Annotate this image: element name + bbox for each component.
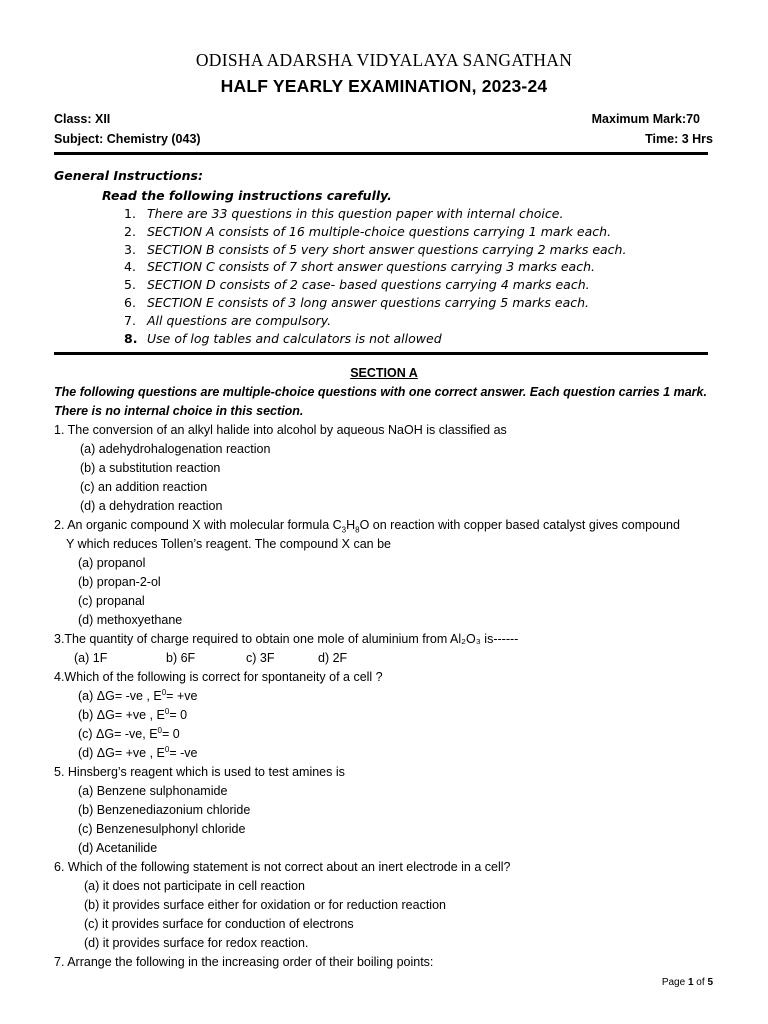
option: (d) Acetanilide xyxy=(78,841,158,855)
question-5: 5. Hinsberg’s reagent which is used to test amines is xyxy=(54,765,345,779)
option: (d) ΔG= +ve , $E^0= -ve$ xyxy=(78,744,198,760)
option: (a) adehydrohalogenation reaction xyxy=(80,442,271,456)
option: c) 3F xyxy=(246,651,275,665)
option: (a) it does not participate in cell reaction xyxy=(84,879,305,893)
option: (b) Benzenediazonium chloride xyxy=(78,803,251,817)
organization-name: ODISHA ADARSHA VIDYALAYA SANGATHAN xyxy=(195,50,573,70)
time-label: Time: 3 Hrs xyxy=(645,132,713,146)
question-1: 1. The conversion of an alkyl halide into alcohol by aqueous NaOH is classified as xyxy=(54,423,507,437)
question-6: 6. Which of the following statement is not correct about an inert electrode in a cell? xyxy=(54,860,511,874)
option: (d) methoxyethane xyxy=(78,613,183,627)
instructions-title: General Instructions: xyxy=(54,168,203,183)
instruction-item: 1. There are 33 questions in this question paper with internal choice. xyxy=(124,206,564,221)
question-4: 4.Which of the following is correct for spontaneity of a cell ? xyxy=(54,670,383,684)
question-3-options xyxy=(54,649,724,668)
option: (b) it provides surface either for oxidation or for reduction reaction xyxy=(84,898,446,912)
option: (c) Benzenesulphonyl chloride xyxy=(78,822,246,836)
option: (c) ΔG= -ve, $E^0= 0$ xyxy=(78,725,180,741)
class-label: Class: XII xyxy=(54,112,111,126)
instruction-item: 6. SECTION E consists of 3 long answer questions carrying 5 marks each. xyxy=(124,294,590,310)
section-a-title: SECTION A xyxy=(350,366,418,380)
instruction-item: 2. SECTION A consists of 16 multiple-choice questions carrying 1 mark each. xyxy=(124,223,612,239)
exam-title: HALF YEARLY EXAMINATION, 2023-24 xyxy=(220,76,548,96)
header-divider xyxy=(54,152,708,155)
option: (d) a dehydration reaction xyxy=(80,499,223,513)
instruction-item: 7. All questions are compulsory. xyxy=(124,312,332,328)
option: (a) Benzene sulphonamide xyxy=(78,784,228,798)
option: (a) propanol xyxy=(78,556,146,570)
page-number: Page 1 of 5 xyxy=(661,977,713,988)
question-2: 2. An organic compound X with molecular formula $C_3H_8O$ on reaction with copper based catalyst gives compound xyxy=(54,518,680,535)
question-7: 7. Arrange the following in the increasing order of their boiling points: xyxy=(54,955,434,969)
option: (d) it provides surface for redox reaction. xyxy=(84,936,309,950)
option: d) 2F xyxy=(318,651,348,665)
subject-label: Subject: Chemistry (043) xyxy=(54,132,201,146)
instructions-divider xyxy=(54,352,708,355)
option: (b) ΔG= +ve , $E^0= 0$ xyxy=(78,706,188,722)
option: b) 6F xyxy=(166,651,196,665)
question-3: 3.The quantity of charge required to obtain one mole of aluminium from Al₂O₃ is------ xyxy=(54,632,519,646)
option: (a) ΔG= -ve , $E^0= +ve$ xyxy=(78,687,198,703)
question-2-continued: Y which reduces Tollen’s reagent. The compound X can be xyxy=(66,537,391,551)
instruction-item: 4. SECTION C consists of 7 short answer questions carrying 3 marks each. xyxy=(124,259,595,275)
section-a-note: The following questions are multiple-choice questions with one correct answer. Each question carries 1 mark. There is no internal choice in this section. xyxy=(54,385,707,418)
instruction-item: 8. Use of log tables and calculators is not allowed xyxy=(124,330,442,346)
instruction-item: 3. SECTION B consists of 5 very short answer questions carrying 2 marks each. xyxy=(124,241,627,257)
option: (c) it provides surface for conduction of electrons xyxy=(84,917,354,931)
instructions-subtitle: Read the following instructions carefully. xyxy=(102,188,392,203)
max-mark-label: Maximum Mark:70 xyxy=(591,112,700,126)
general-instructions xyxy=(54,168,714,348)
instructions-list xyxy=(54,206,714,348)
option: (b) a substitution reaction xyxy=(80,461,221,475)
option: (c) propanal xyxy=(78,594,145,608)
option: (c) an addition reaction xyxy=(80,480,208,494)
option: (b) propan-2-ol xyxy=(78,575,161,589)
instruction-item: 5. SECTION D consists of 2 case- based questions carrying 4 marks each. xyxy=(124,277,590,293)
option: (a) 1F xyxy=(74,651,108,665)
questions xyxy=(54,421,724,972)
